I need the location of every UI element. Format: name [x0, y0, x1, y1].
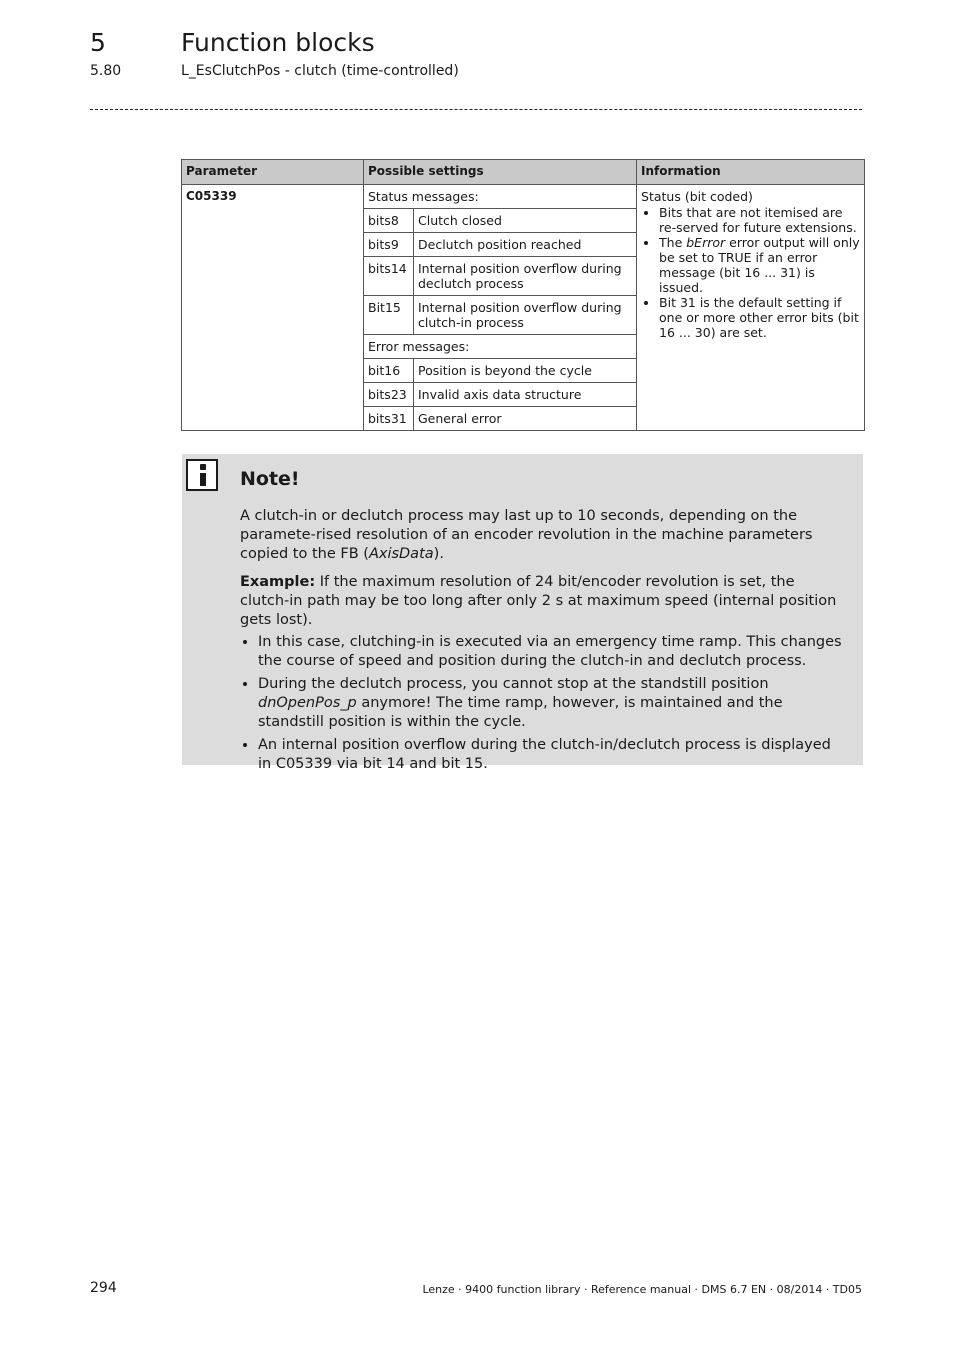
header-information: Information — [637, 160, 865, 185]
note-bullet: • In this case, clutching-in is executed via an emergency time ramp. This changes the course of speed and position during the clutch-in and declutch process. — [258, 633, 846, 671]
bit-label: bits23 — [364, 383, 414, 407]
note-example: Example: If the maximum resolution of 24 bit/encoder revolution is set, the clutch-in path may be too long after only 2 s at maximum speed (internal position gets lost). — [240, 574, 837, 628]
info-bullet: • The bError error output will only be set to TRUE if an error message (bit 16 ... 31) is issued. — [659, 235, 860, 295]
note-box — [182, 454, 863, 772]
error-messages-label: Error messages: — [364, 335, 637, 359]
note-paragraph: A clutch-in or declutch process may last up to 10 seconds, depending on the paramete-rised resolution of an encoder revolution in the machine parameters copied to the FB (AxisData). — [240, 508, 813, 562]
info-list — [641, 205, 860, 340]
status-messages-label: Status messages: — [364, 185, 637, 209]
bit-description: Internal position overflow during clutch-in process — [414, 296, 637, 335]
header-parameter: Parameter — [182, 160, 364, 185]
bit-description: Invalid axis data structure — [414, 383, 637, 407]
note-bullet: • During the declutch process, you cannot stop at the standstill position dnOpenPos_p anymore! The time ramp, however, is maintained and the standstill position is within the cycle. — [258, 675, 846, 732]
bit-description: Position is beyond the cycle — [414, 359, 637, 383]
bit-label: bits9 — [364, 233, 414, 257]
axisdata-ref: AxisData — [368, 546, 434, 562]
info-title: Status (bit coded) — [641, 189, 753, 204]
table-header-row — [182, 160, 865, 185]
dnopenpos-ref: dnOpenPos_p — [258, 695, 357, 711]
note-bullet: • An internal position overflow during the clutch-in/declutch process is displayed in C05339 via bit 14 and bit 15. — [258, 736, 846, 774]
note-list — [240, 633, 846, 774]
parameter-code: C05339 — [182, 185, 364, 431]
bit-label: bits8 — [364, 209, 414, 233]
info-bullet: • Bit 31 is the default setting if one or more other error bits (bit 16 ... 30) are set. — [659, 295, 860, 340]
info-icon — [186, 459, 218, 491]
example-label: Example: — [240, 574, 316, 590]
bit-description: Internal position overflow during declutch process — [414, 257, 637, 296]
bit-description: General error — [414, 407, 637, 431]
note-body — [240, 507, 846, 778]
page-number: 294 — [90, 1280, 117, 1296]
footer-doc-info: Lenze · 9400 function library · Reference manual · DMS 6.7 EN · 08/2014 · TD05 — [422, 1283, 862, 1296]
section-title: L_EsClutchPos - clutch (time-controlled) — [181, 63, 459, 79]
chapter-title: Function blocks — [181, 28, 375, 57]
parameter-table — [181, 159, 865, 431]
information-cell — [637, 185, 865, 431]
bit-description: Declutch position reached — [414, 233, 637, 257]
berror-output: bError — [686, 235, 726, 250]
bit-label: bits14 — [364, 257, 414, 296]
note-title: Note! — [240, 468, 300, 490]
bit-description: Clutch closed — [414, 209, 637, 233]
header-possible-settings: Possible settings — [364, 160, 637, 185]
bit-label: Bit15 — [364, 296, 414, 335]
info-bullet: • Bits that are not itemised are re-served for future extensions. — [659, 205, 860, 235]
section-number: 5.80 — [90, 63, 122, 79]
table-row — [182, 185, 865, 209]
bit-label: bits31 — [364, 407, 414, 431]
chapter-number: 5 — [90, 28, 106, 57]
header-divider — [90, 109, 862, 110]
bit-label: bit16 — [364, 359, 414, 383]
